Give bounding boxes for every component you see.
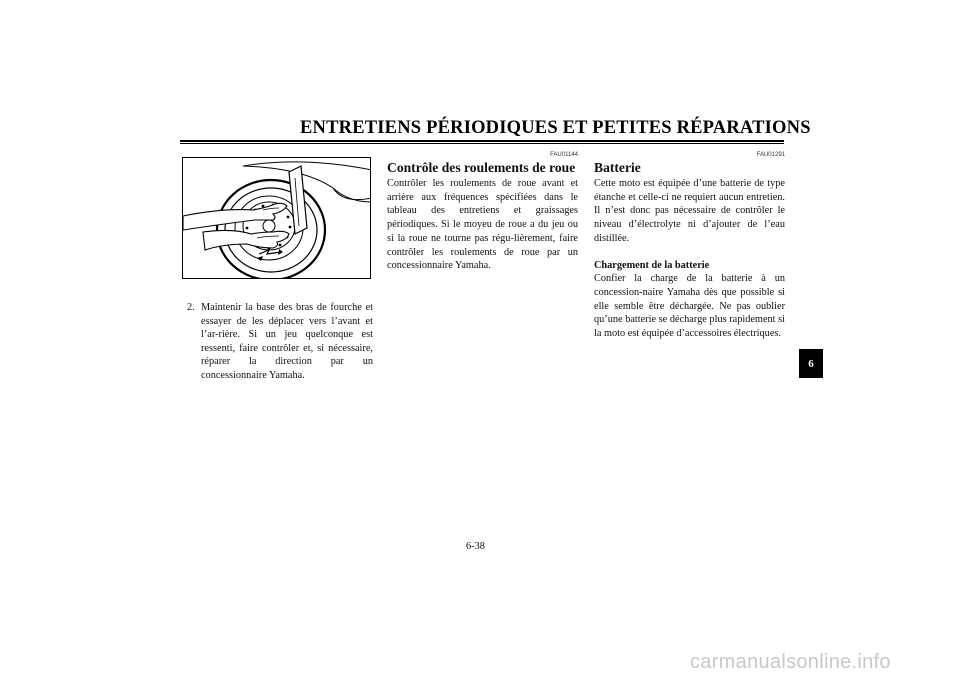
chapter-tab: 6	[799, 349, 823, 378]
header-rule	[180, 140, 784, 142]
page-header-title: ENTRETIENS PÉRIODIQUES ET PETITES RÉPARATIONS	[300, 118, 811, 138]
section-code: FAU01291	[756, 152, 785, 158]
section-battery	[594, 150, 785, 341]
page-number: 6-38	[466, 541, 485, 552]
section-wheel-bearings	[387, 150, 578, 273]
step-2	[187, 301, 373, 383]
wheel-illustration	[182, 157, 371, 279]
step-number: 2.	[187, 302, 195, 313]
step-text: Maintenir la base des bras de fourche et essayer de les déplacer vers l’avant et l’ar-rière. Si un jeu quelconque est ressenti, faire contrôler et, si nécessaire, réparer la direction par un concessionnaire Yamaha.	[201, 302, 373, 381]
wheel-illustration-svg	[183, 158, 371, 279]
section-text: Contrôler les roulements de roue avant et arrière aux fréquences spécifiées dans le tableau des entretiens et graissages périodiques. Si le moyeu de roue a du jeu ou si la roue ne tourne pas régu-lièrement, faire contrôler les roulements de roue par un concessionnaire Yamaha.	[387, 178, 578, 272]
section-text: Cette moto est équipée d’une batterie de type étanche et celle-ci ne requiert aucun entretien. Il n’est donc pas nécessaire de contrôler le niveau d’électrolyte ni d’ajouter de l’eau distillée.	[594, 178, 785, 244]
section-title: Batterie	[594, 160, 641, 175]
subsection-title: Chargement de la batterie	[594, 259, 710, 271]
section-title: Contrôle des roulements de roue	[387, 160, 576, 175]
section-code: FAU01144	[550, 152, 578, 158]
subsection-text: Confier la charge de la batterie à un concession-naire Yamaha dès que possible si elle semble être déchargée. Ne pas oublier qu’une batterie se décharge plus rapidement si la moto est équipée d’accessoires électriques.	[594, 273, 785, 340]
watermark: carmanualsonline.info	[690, 651, 891, 673]
header-rule-thin	[180, 143, 784, 144]
